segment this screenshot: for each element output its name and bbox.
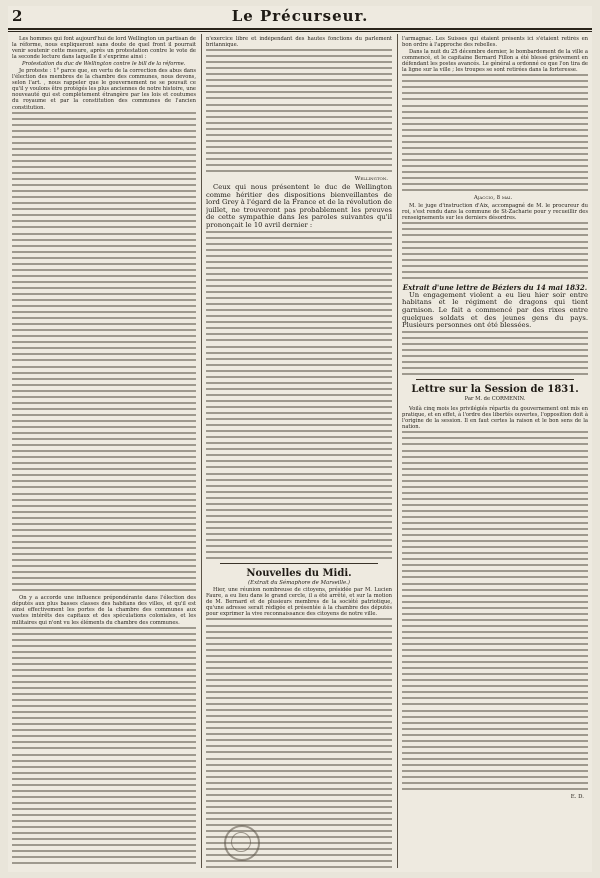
column-3-mid-text bbox=[402, 222, 588, 278]
letter-session-heading: Lettre sur la Session de 1831. bbox=[411, 384, 579, 396]
masthead-rule bbox=[8, 31, 592, 32]
column-2 bbox=[206, 36, 392, 868]
column-3-top-text: l'armagnac. Les Suisses qui étaient présents ici s'étaient retirés en bon ordre à l'approche des rebelles. bbox=[402, 36, 588, 49]
column-3-paragraph-2: M. le juge d'instruction d'Aix, accompagné de M. le procureur du roi, s'est rendu dans la commune de St-Zacharie pour y recueillir des renseignements sur les derniers désordres. bbox=[402, 203, 588, 222]
letter-body: Voilà cinq mois les privilégiés répartis du gouvernement ont mis en pratique, et en effet, à l'ordre des libertés ouvertes, l'opposition doit à l'origine de la session. Il en faut certes la raison et le bon sens de la nation. bbox=[402, 406, 588, 431]
newspaper-title: Le Précurseur. bbox=[231, 7, 369, 25]
column-1-body-text bbox=[12, 112, 196, 592]
nouvelles-body: Hier, une réunion nombreuse de citoyens, présidée par M. Lucien Faure, a eu lieu dans le grand cercle, il a été arrêté, et sur la motion de M. Bernard et de plusieurs membres de la société patriotique, qu'une adresse serait rédigée et présentée à la chambre des députés pour exprimer la vive reconnaissance des citoyens de notre ville. bbox=[206, 587, 392, 618]
nouvelles-du-midi-heading: Nouvelles du Midi. bbox=[246, 568, 352, 580]
lower-paragraph: On y a accorde une influence prépondérante dans l'élection des députés aux plus basses classes des habitans des villes, et qu'il est ainsi effectivement les portes de la chambre des communes aux vastes intérêts des capitaux et des spéculations coloniales, et les militaires qui n'ont vu les éléments du chambre des communes. bbox=[12, 595, 196, 626]
column-3-letter-text bbox=[402, 431, 588, 790]
letter-signature: E. D. bbox=[570, 794, 584, 801]
protest-heading: Protestation du duc de Wellington contre le bill de la réforme. bbox=[22, 61, 186, 68]
column-divider-1 bbox=[201, 34, 202, 868]
beziers-letter-body: Un engagement violent a eu lieu hier soir entre habitans et le régiment de dragons qui tient garnison. Le fait a commencé par des rixes entre quelques soldats et des jeunes gens du pays. Plusieurs personnes ont été blessées. bbox=[402, 290, 588, 330]
beziers-letter-heading: Extrait d'une lettre de Béziers du 14 mai 1832. bbox=[402, 282, 588, 292]
newspaper-page bbox=[8, 6, 592, 872]
dateline: Ajaccio, 8 mai. bbox=[473, 195, 513, 202]
nouvelles-source: (Extrait du Sémaphore de Marseille.) bbox=[248, 580, 350, 587]
wellington-signature: Wellington. bbox=[354, 176, 388, 183]
masthead bbox=[8, 6, 592, 30]
column-2-middle-text bbox=[206, 231, 392, 560]
library-stamp bbox=[224, 825, 260, 861]
column-3-beziers-text bbox=[402, 331, 588, 375]
letter-author: Par M. de CORMENIN. bbox=[464, 396, 526, 403]
section-rule bbox=[220, 563, 378, 564]
column-2-top-text: n'exercice libre et indépendant des hautes fonctions du parlement britannique. bbox=[206, 36, 392, 49]
column-3 bbox=[402, 36, 588, 868]
column-1 bbox=[12, 36, 196, 868]
page-number: 2 bbox=[12, 7, 23, 25]
column-1-lower-text bbox=[12, 627, 196, 868]
column-3-upper-text bbox=[402, 74, 588, 191]
wellington-commentary: Ceux qui nous présentent le duc de Wellington comme héritier des dispositions bienveillantes de lord Grey à l'égard de la France et de la révolution de juillet, ne trouveront pas probablement les preuves de cette sympathie dans les paroles suivantes qu'il prononçait le 10 avril dernier : bbox=[206, 183, 392, 230]
intro-paragraph: Les hommes qui font aujourd'hui de lord Wellington un partisan de la réforme, nous expliqueront sans doute de quel front il pourrait venir soutenir cette mesure, après un protestation contre le vote de la seconde lecture dans laquelle il s'exprime ainsi : bbox=[12, 36, 196, 61]
column-3-paragraph-1: Dans la nuit du 25 décembre dernier, le bombardement de la ville a commencé, et le capitaine Bernard Fillon a été blessé grièvement en défendant les postes avancés. Le général a ordonné ce que l'on tira de la ligne sur la ville ; les troupes se sont retirées dans la forteresse. bbox=[402, 49, 588, 74]
protest-paragraph: Je proteste : 1° parce que, en vertu de la correction des abus dans l'élection des membres de la chambre des communes, nous devons, selon l'art. , nous rappeler que le gouvernement ne se pouvait ce qu'il y voulons être protégés les plus anciennes de notre histoire, une nouveauté qui est complètement étrangère par les lois et coutumes du royaume et par la constitution des communes de l'ancien constitution. bbox=[12, 68, 196, 111]
letter-rule bbox=[416, 379, 574, 380]
column-2-upper-text bbox=[206, 49, 392, 172]
column-divider-2 bbox=[397, 34, 398, 868]
